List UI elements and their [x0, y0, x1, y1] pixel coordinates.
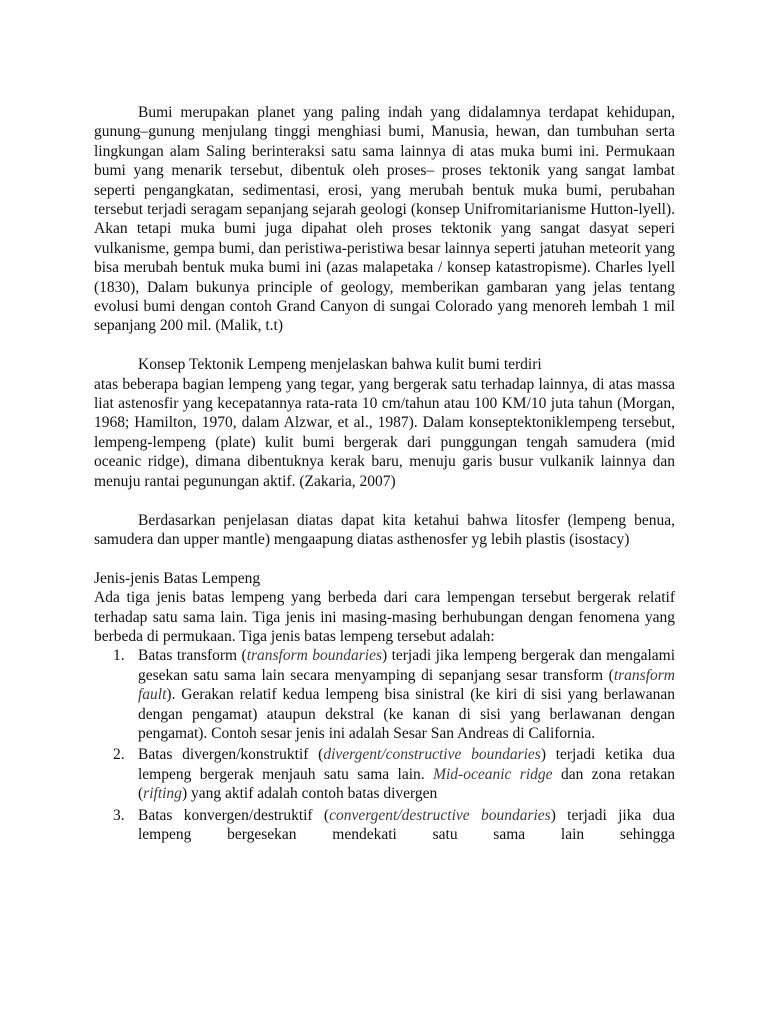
- list-text: ) yang aktif adalah contoh batas divergen: [181, 785, 438, 803]
- list-term-italic: transform boundaries: [246, 647, 382, 665]
- list-term-italic: convergent/destructive boundaries: [329, 806, 551, 824]
- list-term-italic: rifting: [143, 785, 182, 803]
- list-term-italic: transform fault: [138, 666, 675, 704]
- list-text: ) terjadi ketika dua lempeng bergerak menjauh satu sama lain.: [138, 746, 675, 783]
- list-text: ). Gerakan relatif kedua lempeng bisa sinistral (ke kiri di sisi yang berlawanan dengan pengamat) ataupun dekstral (ke kanan di sisi yang berlawanan dengan pengamat). Contoh sesar jenis ini adalah Sesar San Andreas di California.: [138, 686, 675, 742]
- paragraph-lithosphere: Berdasarkan penjelasan diatas dapat kita ketahui bahwa litosfer (lempeng benua, samudera dan upper mantle) mengaapung diatas asthenosfer yg lebih plastis (isostacy): [94, 511, 675, 548]
- list-term-italic: divergent/constructive boundaries: [323, 746, 541, 764]
- document-body: [94, 103, 675, 844]
- list-text: Batas divergen/konstruktif (: [138, 746, 324, 764]
- list-term-italic: Mid-oceanic ridge: [433, 765, 553, 783]
- list-item-transform: [113, 646, 676, 743]
- paragraph-plate-tectonics: [94, 355, 675, 491]
- paragraph-intro-earth: Bumi merupakan planet yang paling indah yang didalamnya terdapat kehidupan, gunung–gunung menjulang tinggi menghiasi bumi, Manusia, hewan, dan tumbuhan serta lingkungan alam Saling berinteraksi satu sama lainnya di atas muka bumi ini. Permukaan bumi yang menarik tersebut, dibentuk oleh proses– proses tektonik yang sangat lambat seperti pengangkatan, sedimentasi, erosi, yang merubah bentuk muka bumi, perubahan tersebut terjadi seragam sepanjang sejarah geologi (konsep Unifromitarianisme Hutton-lyell). Akan tetapi muka bumi juga dipahat oleh proses tektonik yang sangat dasyat seperi vulkanisme, gempa bumi, dan peristiwa-peristiwa besar lainnya seperti jatuhan meteorit yang bisa merubah bentuk muka bumi ini (azas malapetaka / konsep katastropisme). Charles lyell (1830), Dalam bukunya principle of geology, memberikan gambaran yang jelas tentang evolusi bumi dengan contoh Grand Canyon di sungai Colorado yang menoreh lembah 1 mil sepanjang 200 mil. (Malik, t.t): [94, 104, 675, 335]
- boundary-types-list: [94, 646, 675, 844]
- section-heading: Jenis-jenis Batas Lempeng: [94, 569, 261, 587]
- list-number: 2.: [113, 746, 125, 764]
- list-number: 1.: [113, 647, 125, 665]
- list-item-divergent: [113, 745, 676, 803]
- list-text: dan zona retakan (: [138, 765, 676, 803]
- list-number: 3.: [113, 806, 125, 824]
- list-text: Batas transform (: [138, 647, 247, 665]
- list-item-convergent: [113, 806, 676, 845]
- list-text: ) terjadi jika lempeng bergerak dan mengalami gesekan satu sama lain secara menyamping di sepanjang sesar transform (: [138, 647, 676, 684]
- paragraph-boundary-types-intro: Ada tiga jenis batas lempeng yang berbeda dari cara lempengan tersebut bergerak relatif terhadap satu sama lain. Tiga jenis ini masing-masing berhubungan dengan fenomena yang berbeda di permukaan. Tiga jenis batas lempeng tersebut adalah:: [94, 589, 675, 645]
- paragraph-plate-tectonics-first-line: Konsep Tektonik Lempeng menjelaskan bahwa kulit bumi terdiri: [138, 356, 542, 374]
- list-text: ) terjadi jika dua lempeng bergesekan mendekati satu sama lain sehingga: [138, 806, 676, 843]
- list-text: Batas konvergen/destruktif (: [138, 806, 330, 824]
- paragraph-plate-tectonics-body: atas beberapa bagian lempeng yang tegar, yang bergerak satu terhadap lainnya, di atas massa liat astenosfir yang kecepatannya rata-rata 10 cm/tahun atau 100 KM/10 juta tahun (Morgan, 1968; Hamilton, 1970, dalam Alzwar, et al., 1987). Dalam konseptektoniklempeng tersebut, lempeng-lempeng (plate) kulit bumi bergerak dari punggungan tengah samudera (mid oceanic ridge), dimana dibentuknya kerak baru, menuju garis busur vulkanik lainnya dan menuju rantai pegunungan aktif. (Zakaria, 2007): [94, 375, 675, 490]
